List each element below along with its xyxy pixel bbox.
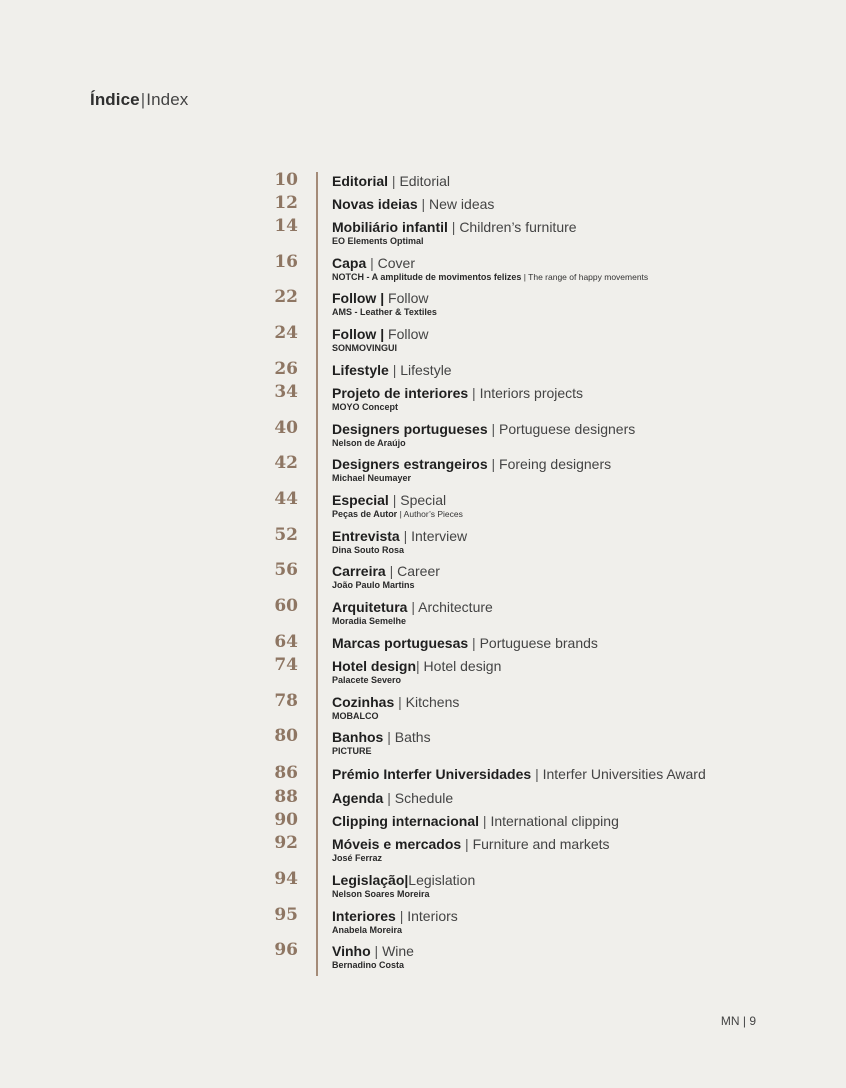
toc-entry-text	[332, 255, 648, 283]
title-en: Kitchens	[405, 694, 460, 710]
title-pt: Cozinhas	[332, 694, 395, 710]
title-separator: |	[383, 790, 395, 806]
subtitle-pt: NOTCH - A amplitude de movimentos felizes	[332, 272, 522, 282]
toc-entry-text	[332, 563, 440, 591]
page-number-label: 74	[274, 655, 298, 675]
page-number-label: 60	[274, 596, 298, 616]
toc-entry-subtitle	[332, 675, 501, 686]
title-pt: Entrevista	[332, 528, 400, 544]
page-number-label: 78	[274, 691, 298, 711]
title-pt: Especial	[332, 492, 389, 508]
title-en: Interview	[411, 528, 468, 544]
page-title-separator: |	[140, 90, 146, 109]
page-number-label: 14	[274, 216, 298, 236]
title-en: Editorial	[399, 173, 451, 189]
toc-entry-title	[332, 908, 458, 925]
page-number-label: 52	[274, 525, 298, 545]
title-en: New ideas	[429, 196, 495, 212]
page-number-label: 42	[274, 453, 298, 473]
title-pt: Móveis e mercados	[332, 836, 462, 852]
toc-entry-text	[332, 196, 494, 213]
page-number-label: 26	[274, 359, 298, 379]
subtitle-pt: Nelson de Araújo	[332, 438, 406, 448]
subtitle-pt: Nelson Soares Moreira	[332, 889, 430, 899]
title-en: Architecture	[418, 599, 493, 615]
title-pt: Clipping internacional	[332, 813, 480, 829]
title-separator: |	[383, 729, 395, 745]
subtitle-pt: SONMOVINGUI	[332, 343, 398, 353]
title-separator: |	[487, 456, 500, 472]
toc-entry-subtitle	[332, 236, 577, 247]
toc-entry-text	[332, 385, 583, 413]
toc-entry-subtitle	[332, 925, 458, 936]
title-separator: |	[461, 836, 473, 852]
title-separator: |	[385, 563, 398, 579]
subtitle-pt: Michael Neumayer	[332, 473, 412, 483]
toc-entry-title	[332, 326, 429, 343]
toc-entry-title	[332, 219, 577, 236]
toc-entry-title	[332, 421, 635, 438]
subtitle-pt: Moradia Semelhe	[332, 616, 407, 626]
toc-entry-title	[332, 729, 431, 746]
toc-entry-text	[332, 729, 431, 757]
toc-entry-title	[332, 456, 611, 473]
title-en: Legislation	[408, 872, 476, 888]
toc-entry-text	[332, 872, 475, 900]
subtitle-pt: Dina Souto Rosa	[332, 545, 405, 555]
title-pt: Lifestyle	[332, 362, 389, 378]
toc-entry-subtitle	[332, 853, 610, 864]
title-en: Follow	[388, 326, 429, 342]
toc-entry-text	[332, 456, 611, 484]
page-number-label: 88	[274, 787, 298, 807]
toc-entry-title	[332, 362, 452, 379]
title-separator: |	[447, 219, 460, 235]
page-number-label: 10	[274, 170, 298, 190]
title-pt: Follow |	[332, 326, 385, 342]
toc-entry-title	[332, 528, 467, 545]
title-en: Foreing designers	[499, 456, 612, 472]
toc-entry-title	[332, 790, 453, 807]
subtitle-separator: |	[521, 272, 529, 282]
title-en: Wine	[382, 943, 414, 959]
toc-entry-text	[332, 528, 467, 556]
title-pt: Legislação|	[332, 872, 409, 888]
title-en: Interfer Universities Award	[542, 766, 706, 782]
subtitle-pt: MOBALCO	[332, 711, 379, 721]
page-number-label: 44	[274, 489, 298, 509]
subtitle-pt: AMS - Leather & Textiles	[332, 307, 437, 317]
toc-entry-subtitle	[332, 545, 467, 556]
toc-entry-title	[332, 255, 648, 272]
toc-entry-text	[332, 836, 610, 864]
toc-entry-title	[332, 943, 414, 960]
title-pt: Carreira	[332, 563, 386, 579]
page-number-label: 24	[274, 323, 298, 343]
toc-entry-subtitle	[332, 343, 429, 354]
page-number-label: 92	[274, 833, 298, 853]
toc-entry-text	[332, 599, 493, 627]
toc-entry-subtitle	[332, 616, 493, 627]
toc-entry-title	[332, 872, 475, 889]
toc-entry-title	[332, 563, 440, 580]
title-separator: |	[417, 196, 430, 212]
toc-entry-text	[332, 173, 450, 190]
vertical-divider	[316, 172, 318, 976]
toc-entry-title	[332, 658, 501, 675]
page-number-label: 40	[274, 418, 298, 438]
page-number-label: 86	[274, 763, 298, 783]
page-number-label: 95	[274, 905, 298, 925]
toc-entry-text	[332, 635, 598, 652]
title-separator: |	[407, 599, 419, 615]
subtitle-pt: Peças de Autor	[332, 509, 398, 519]
title-pt: Arquitetura	[332, 599, 408, 615]
toc-entry-title	[332, 196, 494, 213]
toc-entry-text	[332, 219, 577, 247]
title-separator: |	[395, 908, 408, 924]
toc-entry-text	[332, 658, 501, 686]
page-number-label: 34	[274, 382, 298, 402]
toc-entry-title	[332, 694, 459, 711]
subtitle-separator: |	[397, 509, 404, 519]
toc-entry-text	[332, 290, 437, 318]
subtitle-pt: José Ferraz	[332, 853, 383, 863]
page-number-label: 64	[274, 632, 298, 652]
page-number-label: 56	[274, 560, 298, 580]
toc-entry-text	[332, 790, 453, 807]
page-number-label: 96	[274, 940, 298, 960]
title-en: International clipping	[490, 813, 619, 829]
toc-entry-subtitle	[332, 960, 414, 971]
toc-entry-subtitle	[332, 889, 475, 900]
title-separator: |	[370, 943, 383, 959]
page-number: MN | 9	[720, 1014, 756, 1028]
title-separator: |	[468, 635, 480, 651]
title-pt: Editorial	[332, 173, 389, 189]
subtitle-pt: MOYO Concept	[332, 402, 399, 412]
toc-entry-text	[332, 908, 458, 936]
toc-entry-text	[332, 362, 452, 379]
title-pt: Novas ideias	[332, 196, 418, 212]
page-number-label: 22	[274, 287, 298, 307]
page-title	[90, 90, 188, 110]
toc-entry-subtitle	[332, 580, 440, 591]
toc-entry-title	[332, 766, 706, 783]
title-pt: Mobiliário infantil	[332, 219, 448, 235]
title-en: Portuguese brands	[479, 635, 598, 651]
subtitle-pt: João Paulo Martins	[332, 580, 415, 590]
subtitle-pt: Anabela Moreira	[332, 925, 403, 935]
page-number-label: 12	[274, 193, 298, 213]
toc-entry-title	[332, 173, 450, 190]
toc-entry-subtitle	[332, 438, 635, 449]
toc-entry-title	[332, 813, 619, 830]
toc-entry-subtitle	[332, 509, 463, 520]
title-en: Career	[397, 563, 440, 579]
title-pt: Capa	[332, 255, 367, 271]
title-separator: |	[468, 385, 480, 401]
page-title-en: Index	[146, 90, 189, 109]
title-en: Furniture and markets	[472, 836, 610, 852]
subtitle-pt: Bernadino Costa	[332, 960, 405, 970]
title-separator: |	[531, 766, 543, 782]
title-pt: Marcas portuguesas	[332, 635, 469, 651]
page-number-label: 90	[274, 810, 298, 830]
toc-entry-title	[332, 635, 598, 652]
toc-entry-text	[332, 694, 459, 722]
page-number-label: 80	[274, 726, 298, 746]
title-pt: Designers estrangeiros	[332, 456, 488, 472]
title-separator: |	[399, 528, 412, 544]
subtitle-pt: EO Elements Optimal	[332, 236, 424, 246]
title-pt: Designers portugueses	[332, 421, 488, 437]
subtitle-en: The range of happy movements	[528, 272, 649, 282]
toc-entry-text	[332, 813, 619, 830]
subtitle-en: Author’s Pieces	[403, 509, 463, 519]
page-title-pt: Índice	[90, 90, 140, 109]
subtitle-pt: PICTURE	[332, 746, 372, 756]
title-separator: |	[388, 173, 400, 189]
page-number-label: 94	[274, 869, 298, 889]
toc-entry-text	[332, 766, 706, 783]
title-en: Cover	[377, 255, 416, 271]
title-pt: Interiores	[332, 908, 396, 924]
title-en: Hotel design	[423, 658, 502, 674]
title-pt: Vinho	[332, 943, 371, 959]
toc-entry-subtitle	[332, 473, 611, 484]
title-en: Lifestyle	[400, 362, 452, 378]
toc-entry-text	[332, 326, 429, 354]
toc-entry-title	[332, 599, 493, 616]
title-separator: |	[416, 658, 424, 674]
toc-entry-title	[332, 385, 583, 402]
title-en: Schedule	[394, 790, 454, 806]
toc-entry-subtitle	[332, 402, 583, 413]
title-en: Portuguese designers	[499, 421, 636, 437]
title-separator: |	[388, 362, 401, 378]
toc-entry-subtitle	[332, 272, 648, 283]
title-en: Special	[400, 492, 447, 508]
toc-entry-subtitle	[332, 746, 431, 757]
title-en: Children’s furniture	[459, 219, 577, 235]
title-pt: Banhos	[332, 729, 384, 745]
subtitle-pt: Palacete Severo	[332, 675, 402, 685]
title-separator: |	[479, 813, 491, 829]
title-separator: |	[366, 255, 378, 271]
toc-entry-title	[332, 290, 437, 307]
toc-entry-title	[332, 492, 463, 509]
title-en: Interiors	[407, 908, 458, 924]
title-en: Baths	[394, 729, 431, 745]
title-en: Interiors projects	[479, 385, 584, 401]
title-en: Follow	[388, 290, 429, 306]
toc-entry-text	[332, 492, 463, 520]
title-pt: Projeto de interiores	[332, 385, 469, 401]
title-separator: |	[394, 694, 406, 710]
toc-entry-subtitle	[332, 711, 459, 722]
page-number-label: 16	[274, 252, 298, 272]
toc-entry-title	[332, 836, 610, 853]
title-pt: Prémio Interfer Universidades	[332, 766, 532, 782]
title-separator: |	[388, 492, 401, 508]
title-separator: |	[487, 421, 500, 437]
toc-entry-subtitle	[332, 307, 437, 318]
title-pt: Agenda	[332, 790, 384, 806]
toc-entry-text	[332, 943, 414, 971]
title-pt: Follow |	[332, 290, 385, 306]
toc-entry-text	[332, 421, 635, 449]
title-pt: Hotel design	[332, 658, 417, 674]
